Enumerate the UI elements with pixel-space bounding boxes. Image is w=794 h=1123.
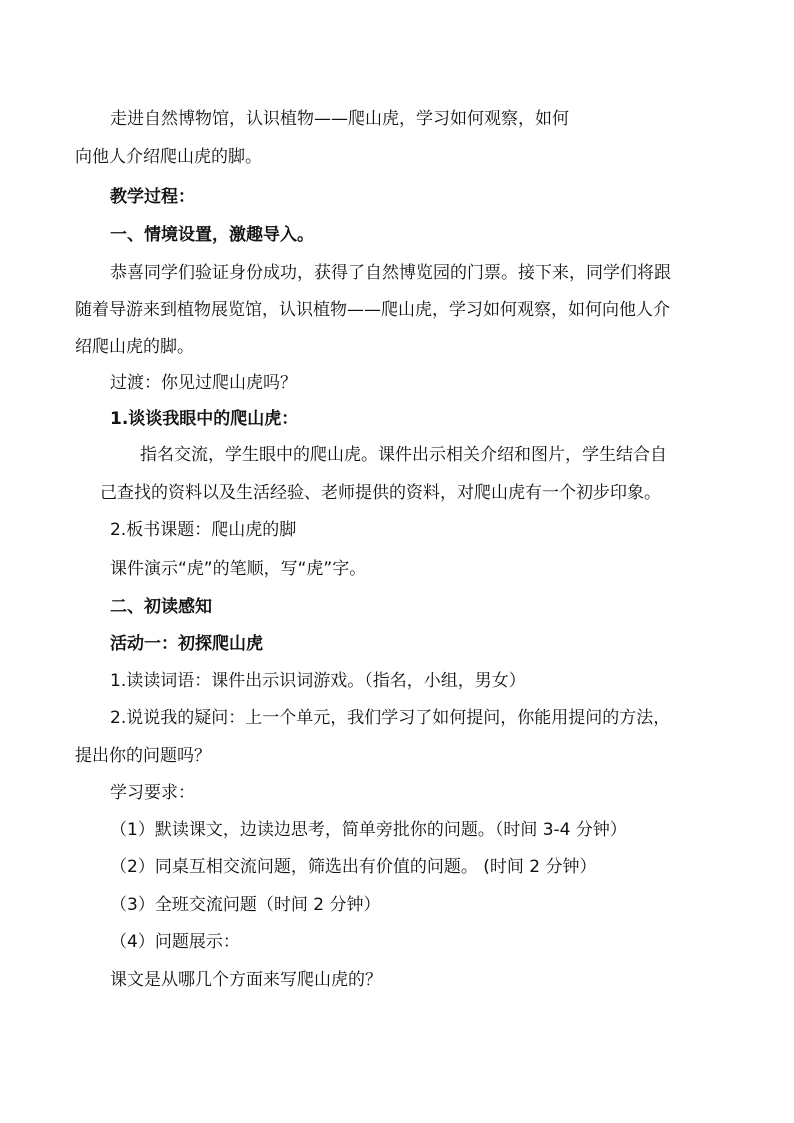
requirement-3: （3）全班交流问题（时间 2 分钟）	[110, 895, 381, 915]
section1-para-line-2: 随着导游来到植物展览馆，认识植物——爬山虎，学习如何观察，如何向他人介	[75, 300, 670, 320]
section1-heading: 一、情境设置，激趣导入。	[110, 225, 314, 245]
read-words-text: 1.读读词语：课件出示识词游戏。（指名，小组，男女）	[110, 671, 526, 691]
requirement-4: （4）问题展示：	[110, 932, 240, 952]
questions-line-1: 2.说说我的疑问：上一个单元，我们学习了如何提问，你能用提问的方法，	[110, 708, 671, 728]
transition-text: 过渡：你见过爬山虎吗？	[110, 373, 297, 393]
questions-line-2: 提出你的问题吗？	[75, 746, 211, 766]
requirement-2: （2）同桌互相交流问题，筛选出有价值的问题。 (时间 2 分钟）	[110, 857, 597, 877]
item2-text: 2.板书课题：爬山虎的脚	[110, 520, 297, 540]
item1-para-line-1: 指名交流，学生眼中的爬山虎。课件出示相关介绍和图片，学生结合自	[140, 445, 667, 465]
requirement-1: （1）默读课文，边读边思考，简单旁批你的问题。（时间 3-4 分钟）	[110, 820, 627, 840]
item1-heading: 1.谈谈我眼中的爬山虎：	[110, 409, 299, 429]
activity1-heading: 活动一：初探爬山虎	[110, 634, 263, 654]
intro-line-1: 走进自然博物馆，认识植物——爬山虎，学习如何观察，如何	[110, 109, 569, 129]
intro-line-2: 向他人介绍爬山虎的脚。	[75, 147, 262, 167]
section1-para-line-3: 绍爬山虎的脚。	[75, 337, 194, 357]
demo-text: 课件演示“虎”的笔顺，写“虎”字。	[110, 559, 367, 579]
process-heading: 教学过程：	[110, 187, 195, 207]
section1-para-line-1: 恭喜同学们验证身份成功，获得了自然博览园的门票。接下来，同学们将跟	[110, 263, 671, 283]
final-question: 课文是从哪几个方面来写爬山虎的？	[110, 970, 382, 990]
requirements-label: 学习要求：	[110, 783, 195, 803]
section2-heading: 二、初读感知	[110, 597, 212, 617]
item1-para-line-2: 己查找的资料以及生活经验、老师提供的资料，对爬山虎有一个初步印象。	[100, 483, 661, 503]
